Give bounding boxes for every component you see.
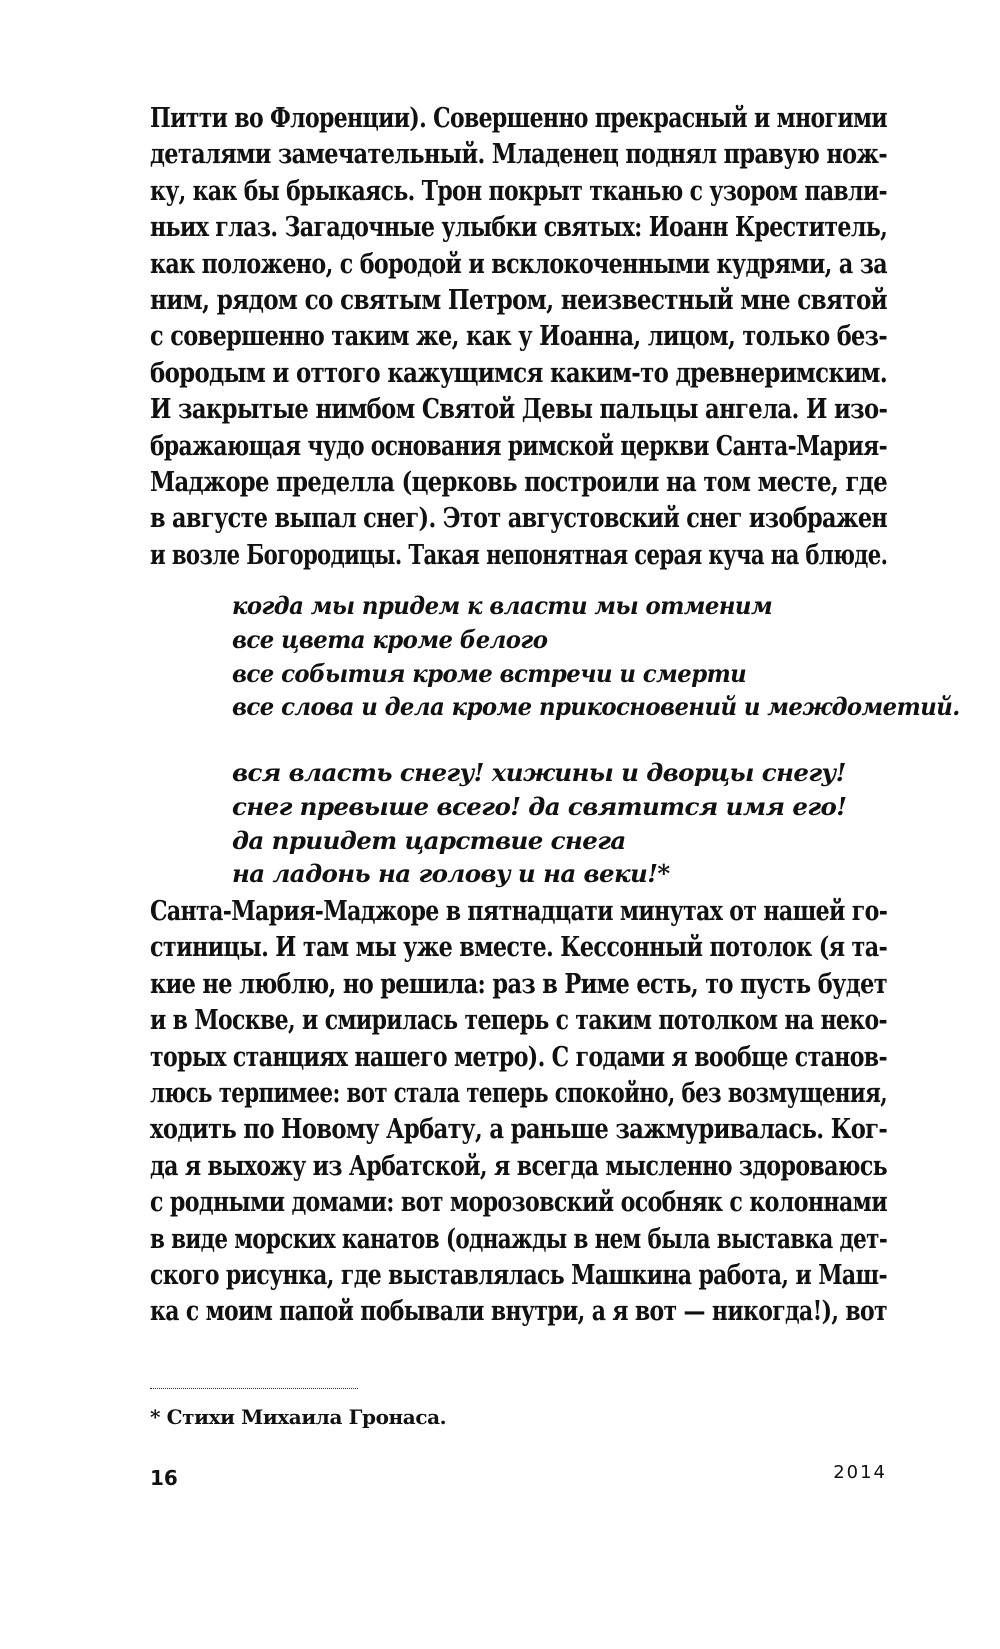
text-line: да я выхожу из Арбатской, я всегда мысленно здороваюсь — [150, 1149, 888, 1182]
poem-line: все цвета кроме белого — [232, 624, 548, 654]
text-line: Питти во Флоренции). Совершенно прекрасный и многими — [150, 102, 888, 134]
text-line: в августе выпал снег). Этот августовский снег изображен — [150, 502, 888, 535]
footnote-divider — [150, 1388, 358, 1389]
poem-stanza-1 — [232, 589, 1000, 724]
text-line: бражающая чудо основания римской церкви Санта-Мария- — [150, 429, 888, 462]
footnote: * Стихи Михаила Гронаса. — [150, 1405, 447, 1429]
text-line: и в Москве, и смирилась теперь с таким потолком на неко- — [150, 1004, 887, 1037]
running-head-year: 2014 — [833, 1462, 887, 1483]
text-line: ку, как бы брыкаясь. Трон покрыт тканью с узором павли- — [150, 174, 887, 207]
text-line: как положено, с бородой и всклокоченными кудрями, а за — [150, 247, 887, 280]
text-line: Санта-Мария-Маджоре в пятнадцати минутах от нашей го- — [150, 895, 888, 927]
poem-line: да приидет царствие снега — [232, 825, 626, 855]
poem-line: все слова и дела кроме прикосновений и междометий. — [232, 692, 960, 722]
poem-line: снег превыше всего! да святится имя его! — [232, 791, 847, 821]
poem-line: вся власть снегу! хижины и дворцы снегу! — [232, 758, 846, 787]
paragraph-2 — [150, 893, 887, 1330]
text-line: ним, рядом со святым Петром, неизвестный мне святой — [150, 284, 888, 317]
poem-line: когда мы придем к власти мы отменим — [232, 591, 773, 620]
text-line: ка с моим папой побывали внутри, а я вот — никогда!), вот — [150, 1295, 887, 1328]
text-line: ходить по Новому Арбату, а раньше зажмуривалась. Ког- — [150, 1113, 888, 1146]
text-line: и возле Богородицы. Такая непонятная серая куча на блюде. — [150, 538, 888, 571]
text-line: деталями замечательный. Младенец поднял правую нож- — [150, 138, 887, 171]
poem-line: на ладонь на голову и на веки!* — [232, 859, 670, 889]
text-line: И закрытые нимбом Святой Девы пальцы ангела. И изо- — [150, 393, 888, 426]
text-line: стиницы. И там мы уже вместе. Кессонный потолок (я та- — [150, 931, 888, 964]
text-line: в виде морских канатов (однажды в нем была выставка дет- — [150, 1222, 888, 1255]
poem-line: все события кроме встречи и смерти — [232, 658, 747, 688]
text-line: кие не люблю, но решила: раз в Риме есть, то пусть будет — [150, 967, 887, 1000]
text-line: люсь терпимее: вот стала теперь спокойно, без возмущения, — [150, 1077, 887, 1110]
page-number: 16 — [150, 1466, 178, 1490]
poem-stanza-2 — [232, 756, 846, 891]
text-line: торых станциях нашего метро). С годами я вообще станов- — [150, 1040, 887, 1073]
text-line: с совершенно таким же, как у Иоанна, лицом, только без- — [150, 320, 887, 353]
text-line: ньих глаз. Загадочные улыбки святых: Иоанн Креститель, — [150, 211, 888, 244]
text-line: бородым и оттого кажущимся каким-то древнеримским. — [150, 356, 887, 389]
text-line: с родными домами: вот морозовский особняк с колоннами — [150, 1186, 887, 1219]
paragraph-1 — [150, 100, 887, 573]
text-line: Маджоре пределла (церковь построили на том месте, где — [150, 466, 887, 499]
text-line: ского рисунка, где выставлялась Машкина работа, и Маш- — [150, 1259, 887, 1292]
